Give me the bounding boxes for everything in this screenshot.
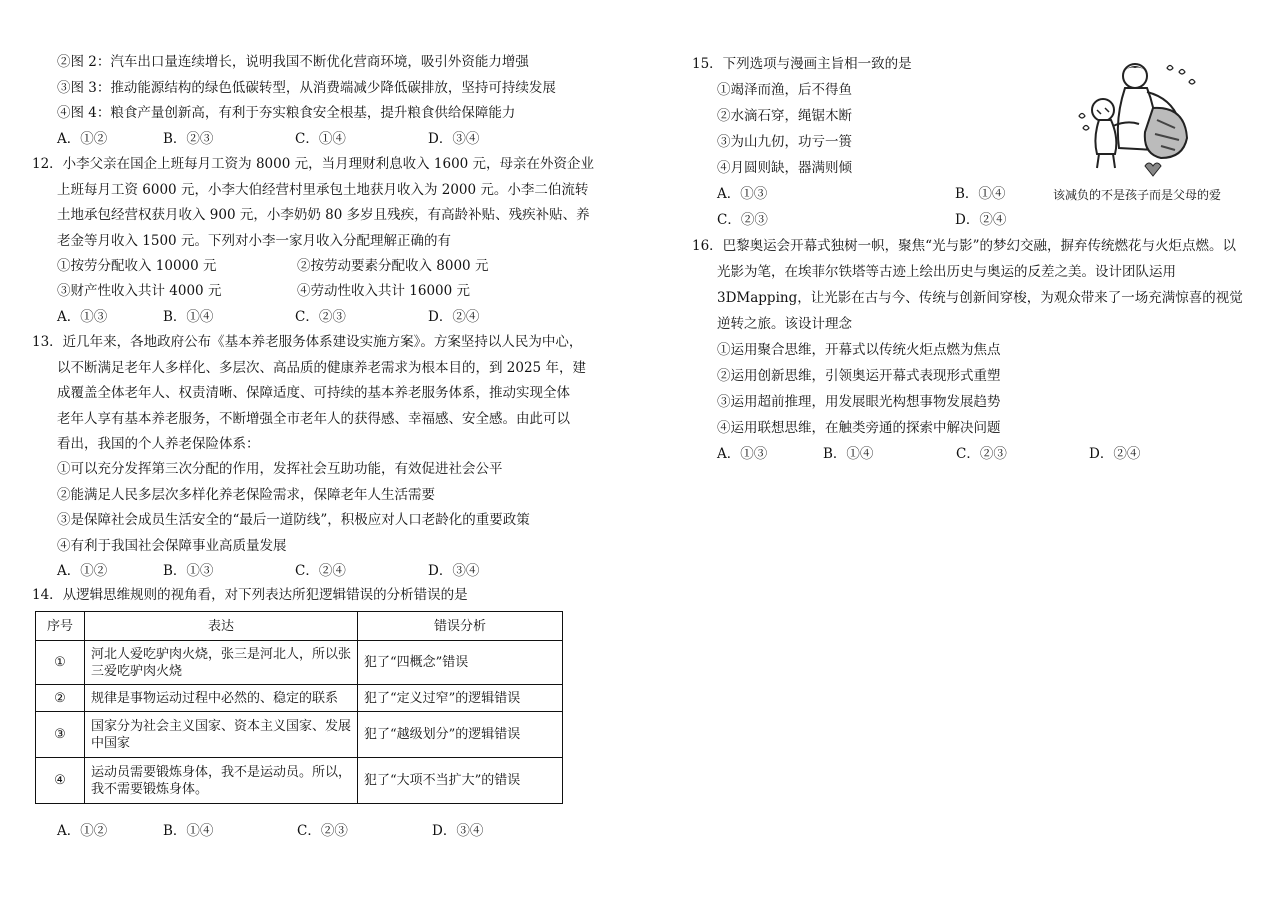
q11-option-c[interactable]: C．①④ <box>295 131 346 147</box>
q16-option-d[interactable]: D．②④ <box>1089 446 1141 462</box>
q16-item-3: ③运用超前推理，用发展眼光构想事物发展趋势 <box>717 394 1001 410</box>
q15-item-2: ②水滴石穿，绳锯木断 <box>717 108 852 124</box>
q12-item-2: ②按劳动要素分配收入 8000 元 <box>297 258 489 274</box>
q13-stem-1: 13．近几年来，各地政府公布《基本养老服务体系建设实施方案》。方案坚持以人民为中心， <box>32 334 583 350</box>
table-cell-analysis: 犯了“定义过窄”的逻辑错误 <box>358 685 563 712</box>
q12-item-4: ④劳动性收入共计 16000 元 <box>297 283 471 299</box>
cartoon-illustration <box>1075 58 1205 178</box>
q15-options-row-1 <box>717 185 1037 203</box>
q13-stem-2: 以不断满足老年人多样化、多层次、高品质的健康养老需求为根本目的，到 2025 年，建 <box>57 360 586 376</box>
table-cell-index: ② <box>36 685 85 712</box>
q11-option-b[interactable]: B．②③ <box>163 131 214 147</box>
q11-option-a[interactable]: A．①② <box>57 131 108 147</box>
q13-stem-5: 看出，我国的个人养老保险体系： <box>57 436 260 452</box>
cartoon-caption: 该减负的不是孩子而是父母的爱 <box>1053 188 1222 202</box>
q11-item-3: ③图 3：推动能源结构的绿色低碳转型，从消费端减少降低碳排放，坚持可持续发展 <box>57 80 556 96</box>
table-header-analysis: 错误分析 <box>358 612 563 641</box>
table-cell-analysis: 犯了“大项不当扩大”的错误 <box>358 758 563 804</box>
q13-item-2: ②能满足人民多层次多样化养老保险需求，保障老年人生活需要 <box>57 487 435 503</box>
q12-item-1: ①按劳分配收入 10000 元 <box>57 258 217 274</box>
q13-stem-4: 老年人享有基本养老服务，不断增强全市老年人的获得感、幸福感、安全感。由此可以 <box>57 411 570 427</box>
q15-option-c[interactable]: C．②③ <box>717 212 768 228</box>
table-cell-analysis: 犯了“越级划分”的逻辑错误 <box>358 712 563 758</box>
table-row <box>36 758 563 804</box>
q16-option-c[interactable]: C．②③ <box>956 446 1007 462</box>
q12-stem-4: 老金等月收入 1500 元。下列对小李一家月收入分配理解正确的有 <box>57 233 451 249</box>
q13-item-1: ①可以充分发挥第三次分配的作用，发挥社会互助功能，有效促进社会公平 <box>57 461 503 477</box>
table-row <box>36 641 563 685</box>
q14-table <box>35 611 563 804</box>
table-row <box>36 685 563 712</box>
table-header-index: 序号 <box>36 612 85 641</box>
q16-stem-4: 逆转之旅。该设计理念 <box>717 316 852 332</box>
table-cell-index: ④ <box>36 758 85 804</box>
table-cell-expression: 国家分为社会主义国家、资本主义国家、发展中国家 <box>85 712 358 758</box>
q13-option-d[interactable]: D．③④ <box>428 563 480 579</box>
q16-stem-2: 光影为笔，在埃菲尔铁塔等古迹上绘出历史与奥运的反差之美。设计团队运用 <box>717 264 1176 280</box>
table-cell-expression: 规律是事物运动过程中必然的、稳定的联系 <box>85 685 358 712</box>
q13-item-3: ③是保障社会成员生活安全的“最后一道防线”，积极应对人口老龄化的重要政策 <box>57 512 530 528</box>
q15-option-b[interactable]: B．①④ <box>955 186 1006 202</box>
q16-stem-1: 16．巴黎奥运会开幕式独树一帜，聚焦“光与影”的梦幻交融，摒弃传统燃花与火炬点燃。以 <box>692 238 1236 254</box>
q13-option-b[interactable]: B．①③ <box>163 563 214 579</box>
q16-item-4: ④运用联想思维，在触类旁通的探索中解决问题 <box>717 420 1001 436</box>
q12-stem-3: 土地承包经营权获月收入 900 元，小李奶奶 80 多岁且残疾，有高龄补贴、残疾补贴、养 <box>57 207 590 223</box>
table-cell-expression: 河北人爱吃驴肉火烧，张三是河北人，所以张三爱吃驴肉火烧 <box>85 641 358 685</box>
q15-option-d[interactable]: D．②④ <box>955 212 1007 228</box>
table-cell-analysis: 犯了“四概念”错误 <box>358 641 563 685</box>
q16-options <box>717 445 1177 463</box>
q13-item-4: ④有利于我国社会保障事业高质量发展 <box>57 538 287 554</box>
q12-option-b[interactable]: B．①④ <box>163 309 214 325</box>
q11-item-4: ④图 4：粮食产量创新高，有利于夯实粮食安全根基，提升粮食供给保障能力 <box>57 105 516 121</box>
q16-option-b[interactable]: B．①④ <box>823 446 874 462</box>
q13-stem-3: 成覆盖全体老年人、权责清晰、保障适度、可持续的基本养老服务体系，推动实现全体 <box>57 385 570 401</box>
q11-item-2: ②图 2：汽车出口量连续增长，说明我国不断优化营商环境，吸引外资能力增强 <box>57 54 529 70</box>
q15-item-1: ①竭泽而渔，后不得鱼 <box>717 82 852 98</box>
q16-item-2: ②运用创新思维，引领奥运开幕式表现形式重塑 <box>717 368 1001 384</box>
q14-option-c[interactable]: C．②③ <box>297 823 348 839</box>
q12-option-d[interactable]: D．②④ <box>428 309 480 325</box>
q14-option-d[interactable]: D．③④ <box>432 823 484 839</box>
q16-item-1: ①运用聚合思维，开幕式以传统火炬点燃为焦点 <box>717 342 1001 358</box>
table-cell-index: ③ <box>36 712 85 758</box>
q15-options-row-2 <box>717 211 1037 229</box>
table-header-row <box>36 612 563 641</box>
q16-stem-3: 3DMapping，让光影在古与今、传统与创新间穿梭，为观众带来了一场充满惊喜的视觉 <box>717 290 1243 306</box>
q12-option-c[interactable]: C．②③ <box>295 309 346 325</box>
q14-stem: 14．从逻辑思维规则的视角看，对下列表达所犯逻辑错误的分析错误的是 <box>32 587 468 603</box>
q12-stem-1: 12．小李父亲在国企上班每月工资为 8000 元，当月理财利息收入 1600 元，母亲在外资企业 <box>32 156 595 172</box>
q12-option-a[interactable]: A．①③ <box>57 309 108 325</box>
q16-option-a[interactable]: A．①③ <box>717 446 768 462</box>
table-cell-expression: 运动员需要锻炼身体，我不是运动员。所以，我不需要锻炼身体。 <box>85 758 358 804</box>
q11-option-d[interactable]: D．③④ <box>428 131 480 147</box>
q15-stem: 15．下列选项与漫画主旨相一致的是 <box>692 56 912 72</box>
q15-item-4: ④月圆则缺，器满则倾 <box>717 160 852 176</box>
table-header-expression: 表达 <box>85 612 358 641</box>
table-cell-index: ① <box>36 641 85 685</box>
q12-item-3: ③财产性收入共计 4000 元 <box>57 283 222 299</box>
q12-stem-2: 上班每月工资 6000 元，小李大伯经营村里承包土地获月收入为 2000 元。小李二伯流转 <box>57 182 589 198</box>
table-row <box>36 712 563 758</box>
q13-option-c[interactable]: C．②④ <box>295 563 346 579</box>
q15-item-3: ③为山九仞，功亏一篑 <box>717 134 852 150</box>
q13-option-a[interactable]: A．①② <box>57 563 108 579</box>
q14-option-b[interactable]: B．①④ <box>163 823 214 839</box>
q14-option-a[interactable]: A．①② <box>57 823 108 839</box>
q15-option-a[interactable]: A．①③ <box>717 186 768 202</box>
